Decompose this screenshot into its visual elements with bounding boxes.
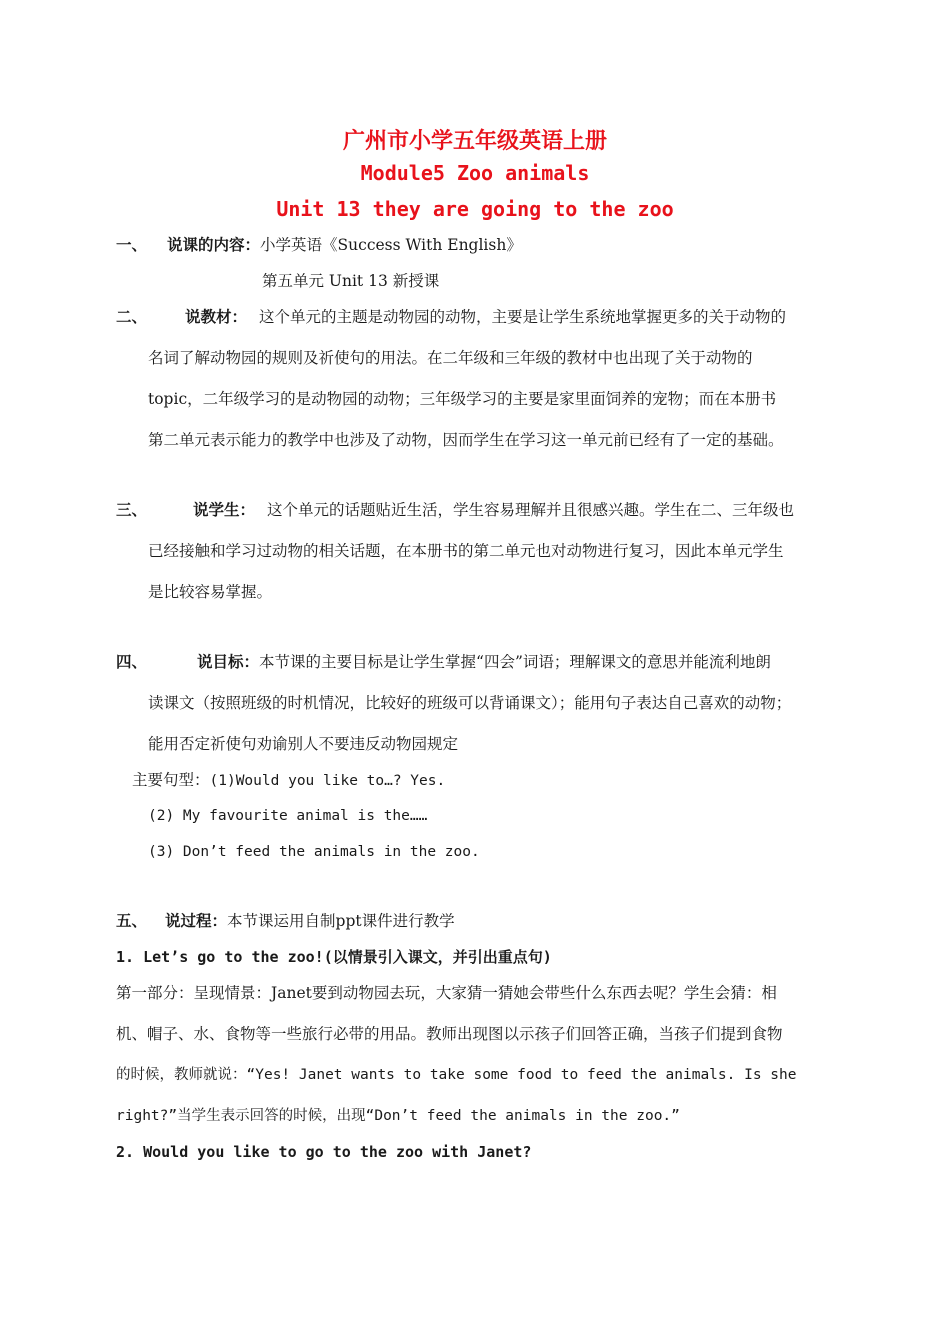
section-2-number: 二、: [116, 307, 148, 326]
process-item-2: 2. Would you like to go to the zoo with Janet?: [116, 1143, 532, 1161]
section-2-line-2: 名词了解动物园的规则及祈使句的用法。在二年级和三年级的教材中也出现了关于动物的: [148, 349, 753, 367]
section-2-line-1: [116, 306, 786, 328]
doc-title: 广州市小学五年级英语上册: [342, 129, 607, 154]
section-4-line-1: [116, 651, 771, 673]
section-2-text: 这个单元的主题是动物园的动物，主要是让学生系统地掌握更多的关于动物的: [259, 308, 787, 326]
process-paragraph-line-1: 第一部分：呈现情景：Janet要到动物园去玩，大家猜一猜她会带些什么东西去呢？学生会猜：相: [116, 984, 777, 1002]
section-3-number: 三、: [116, 500, 148, 519]
unit-title: Unit 13 they are going to the zoo: [276, 197, 674, 221]
section-4-line-2: 读课文（按照班级的时机情况，比较好的班级可以背诵课文）；能用句子表达自己喜欢的动物；: [148, 694, 792, 712]
section-5-line-1: [116, 910, 455, 932]
sentence-pattern-3: (3) Don’t feed the animals in the zoo.: [148, 844, 480, 860]
module-title: Module5 Zoo animals: [360, 161, 590, 185]
process-paragraph-line-4: right?”当学生表示回答的时候，出现“Don’t feed the animals in the zoo.”: [116, 1108, 680, 1124]
section-1-number: 一、: [116, 235, 148, 254]
section-4-number: 四、: [116, 652, 148, 671]
section-2-line-3: topic，二年级学习的是动物园的动物；三年级学习的主要是家里面饲养的宠物；而在本册书: [148, 390, 777, 408]
section-3-line-3: 是比较容易掌握。: [148, 583, 273, 601]
section-5-text: 本节课运用自制ppt课件进行教学: [227, 912, 455, 930]
sentence-pattern-1: (1)Would you like to…? Yes.: [209, 773, 446, 789]
sentence-patterns-label: 主要句型：: [132, 771, 210, 789]
section-1-line-1: [116, 234, 522, 256]
section-2-line-4: 第二单元表示能力的教学中也涉及了动物，因而学生在学习这一单元前已经有了一定的基础。: [148, 431, 784, 449]
section-1-text: 小学英语《Success With English》: [260, 236, 522, 254]
sentence-pattern-2: (2) My favourite animal is the……: [148, 808, 428, 824]
section-1-label: 说课的内容：: [167, 235, 261, 254]
sentence-patterns-line: [132, 769, 445, 792]
section-2-label: 说教材：: [185, 307, 248, 326]
section-1-line-2: 第五单元 Unit 13 新授课: [262, 272, 440, 290]
section-5-number: 五、: [116, 911, 148, 930]
section-4-text: 本节课的主要目标是让学生掌握“四会”词语；理解课文的意思并能流利地朗: [259, 653, 771, 671]
section-3-line-2: 已经接触和学习过动物的相关话题，在本册书的第二单元也对动物进行复习，因此本单元学生: [148, 542, 784, 560]
section-3-text: 这个单元的话题贴近生活，学生容易理解并且很感兴趣。学生在二、三年级也: [267, 501, 795, 519]
section-3-label: 说学生：: [193, 500, 256, 519]
process-item-1: 1. Let’s go to the zoo!(以情景引入课文，并引出重点句): [116, 948, 552, 966]
section-4-label: 说目标：: [197, 652, 260, 671]
section-3-line-1: [116, 499, 794, 521]
section-5-label: 说过程：: [165, 911, 228, 930]
process-paragraph-line-3: 的时候，教师就说：“Yes! Janet wants to take some food to feed the animals. Is she: [116, 1067, 797, 1083]
section-4-line-3: 能用否定祈使句劝谕别人不要违反动物园规定: [148, 735, 459, 753]
process-paragraph-line-2: 机、帽子、水、食物等一些旅行必带的用品。教师出现图以示孩子们回答正确，当孩子们提到食物: [116, 1025, 783, 1043]
